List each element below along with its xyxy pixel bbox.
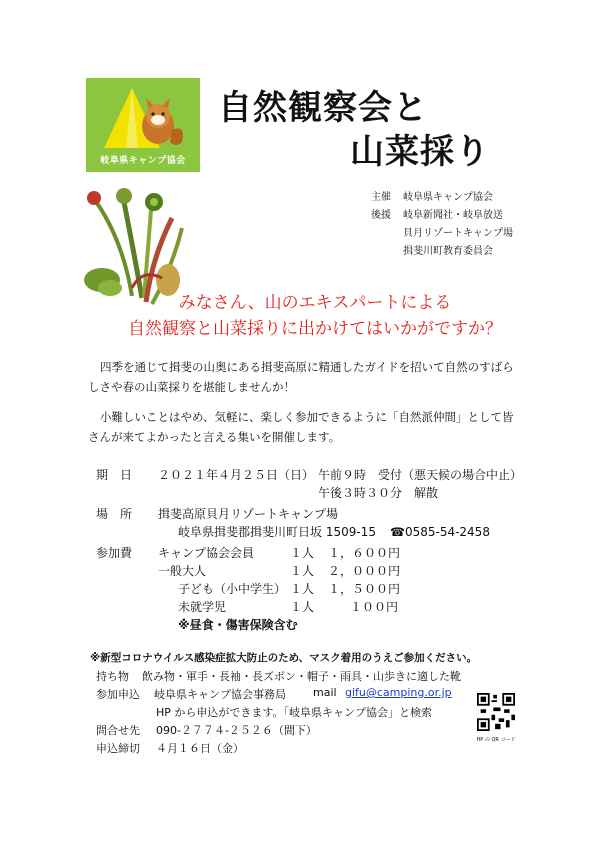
start-time: 午前９時 受付（悪天候の場合中止） — [318, 468, 523, 482]
fee-who: 一般大人 — [158, 564, 207, 578]
contact-phone: 090-２７７４-２５２６（間下） — [156, 724, 317, 737]
event-date: ２０２１年４月２５日（日） — [158, 468, 315, 482]
organizer-row — [371, 245, 493, 259]
fee-price: １，５００円 — [328, 582, 401, 596]
fee-who: 子ども（小中学生） — [178, 582, 287, 596]
apply-hp-text: HP から申込ができます。「岐阜県キャンプ協会」と検索 — [156, 706, 433, 719]
organizer-row — [371, 191, 493, 205]
fee-price: ２，０００円 — [328, 564, 401, 578]
organizer-name: 貝月リゾートキャンプ場 — [403, 228, 513, 239]
fee-price: １，６００円 — [328, 546, 401, 560]
mail-label: mail — [313, 686, 337, 699]
fee-who: 未就学児 — [178, 600, 227, 614]
organizer-name: 岐阜県キャンプ協会 — [403, 192, 493, 203]
intro-paragraph-2: 小難しいことはやめ、気軽に、楽しく参加できるように「自然派仲間」として皆さんが来てよかったと言える集いを開催します。 — [88, 410, 514, 444]
end-time: 午後３時３０分 解散 — [318, 486, 439, 500]
fee-label: 参加費 — [96, 546, 133, 560]
fee-note: ※昼食・傷害保険含む — [178, 618, 298, 632]
deadline-date: ４月１６日（金） — [156, 742, 244, 755]
fee-who: キャンプ協会会員 — [158, 546, 255, 560]
title-line1: 自然観察会と — [218, 88, 428, 128]
fee-count: １人 — [290, 582, 315, 596]
fee-price: １００円 — [349, 600, 398, 614]
apply-email-link[interactable]: gifu@camping.or.jp — [345, 686, 452, 699]
fee-count: １人 — [290, 546, 315, 560]
event-place: 揖斐高原貝月リゾートキャンプ場 — [158, 507, 339, 521]
logo-text: 岐阜県キャンプ協会 — [100, 156, 186, 166]
bring-label: 持ち物 — [96, 670, 129, 683]
fee-count: １人 — [290, 600, 315, 614]
apply-office: 岐阜県キャンプ協会事務局 — [154, 688, 286, 701]
organizer-name: 揖斐川町教育委員会 — [403, 246, 493, 257]
place-phone: ☎0585-54-2458 — [390, 525, 490, 539]
deadline-label: 申込締切 — [96, 742, 140, 755]
apply-label: 参加申込 — [96, 688, 140, 701]
logo — [86, 78, 200, 172]
title-line2: 山菜採り — [350, 132, 490, 172]
date-label: 期 日 — [96, 468, 133, 482]
fee-count: １人 — [290, 564, 315, 578]
qr-code-icon[interactable] — [477, 693, 515, 731]
place-label: 場 所 — [96, 507, 133, 521]
headline-line1: みなさん、山のエキスパートによる — [178, 293, 452, 313]
organizer-row — [371, 209, 503, 223]
covid-notice: ※新型コロナウイルス感染症拡大防止のため、マスク着用のうえご参加ください。 — [90, 652, 478, 664]
organizer-row — [371, 227, 513, 241]
organizer-label: 主催 — [371, 192, 391, 203]
qr-caption: HP の QR コード — [476, 737, 516, 743]
intro-paragraph-1: 四季を通じて揖斐の山奥にある揖斐高原に精通したガイドを招いて自然のすばらしさや春の山菜採りを堪能しませんか！ — [88, 360, 514, 394]
bring-items: 飲み物・軍手・長袖・長ズボン・帽子・雨具・山歩きに適した靴 — [142, 670, 461, 683]
organizer-label: 後援 — [371, 210, 391, 221]
headline-line2: 自然観察と山菜採りに出かけてはいかがですか？ — [128, 319, 502, 339]
event-address: 岐阜県揖斐郡揖斐川町日坂 1509-15 — [178, 525, 376, 539]
organizer-name: 岐阜新聞社・岐阜放送 — [403, 210, 503, 221]
contact-label: 問合せ先 — [96, 724, 140, 737]
